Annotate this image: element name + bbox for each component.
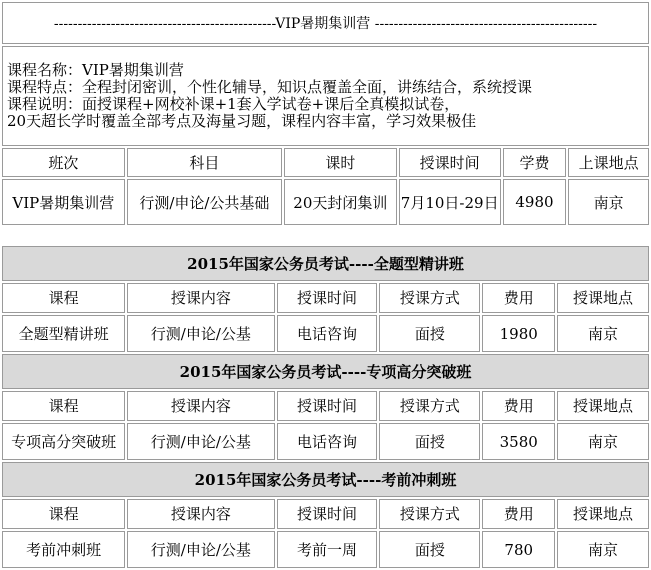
cell-location: 南京	[568, 179, 649, 225]
vip-title: -----------------------------------------------VIP暑期集训营 -----------------------------------------------	[2, 2, 649, 44]
col-header-method: 授课方式	[379, 499, 480, 530]
col-header-class: 班次	[2, 148, 125, 177]
cell-time: 7月10日-29日	[399, 179, 501, 225]
table-row	[2, 179, 649, 225]
cell-fee: 3580	[482, 423, 555, 460]
col-header-location: 授课地点	[557, 499, 649, 530]
col-header-fee: 费用	[482, 499, 555, 530]
cell-method: 面授	[379, 531, 480, 568]
col-header-course: 课程	[2, 391, 125, 422]
section-title-row	[2, 462, 649, 497]
cell-course: 考前冲刺班	[2, 531, 125, 568]
cell-class: VIP暑期集训营	[2, 179, 125, 225]
course-name-line: 课程名称：VIP暑期集训营	[7, 61, 184, 79]
vip-description	[2, 46, 649, 146]
vip-header-row	[2, 148, 649, 177]
section-header-row	[2, 391, 649, 422]
col-header-time: 授课时间	[399, 148, 501, 177]
col-header-method: 授课方式	[379, 391, 480, 422]
cell-method: 面授	[379, 423, 480, 460]
col-header-fee: 费用	[482, 391, 555, 422]
cell-subject: 行测/申论/公共基础	[127, 179, 282, 225]
section-title: 2015年国家公务员考试----全题型精讲班	[2, 246, 649, 281]
col-header-time: 授课时间	[277, 499, 378, 530]
cell-fee: 780	[482, 531, 555, 568]
vip-course-table	[0, 0, 651, 227]
cell-course: 全题型精讲班	[2, 315, 125, 352]
table-row	[2, 531, 649, 568]
col-header-time: 授课时间	[277, 283, 378, 314]
col-header-course: 课程	[2, 283, 125, 314]
cell-hours: 20天封闭集训	[284, 179, 396, 225]
cell-location: 南京	[557, 531, 649, 568]
col-header-location: 上课地点	[568, 148, 649, 177]
cell-location: 南京	[557, 423, 649, 460]
col-header-content: 授课内容	[127, 499, 274, 530]
col-header-location: 授课地点	[557, 283, 649, 314]
section-title-row	[2, 354, 649, 389]
cell-fee: 1980	[482, 315, 555, 352]
section-header-row	[2, 283, 649, 314]
exam-course-table	[0, 244, 651, 570]
cell-course: 专项高分突破班	[2, 423, 125, 460]
cell-time: 电话咨询	[277, 423, 378, 460]
cell-content: 行测/申论/公基	[127, 531, 274, 568]
cell-location: 南京	[557, 315, 649, 352]
table-row	[2, 315, 649, 352]
col-header-fee: 学费	[503, 148, 566, 177]
cell-content: 行测/申论/公基	[127, 315, 274, 352]
cell-method: 面授	[379, 315, 480, 352]
cell-time: 电话咨询	[277, 315, 378, 352]
section-title-row	[2, 246, 649, 281]
col-header-location: 授课地点	[557, 391, 649, 422]
col-header-course: 课程	[2, 499, 125, 530]
col-header-subject: 科目	[127, 148, 282, 177]
cell-content: 行测/申论/公基	[127, 423, 274, 460]
col-header-time: 授课时间	[277, 391, 378, 422]
section-header-row	[2, 499, 649, 530]
col-header-hours: 课时	[284, 148, 396, 177]
col-header-method: 授课方式	[379, 283, 480, 314]
course-features-line: 课程特点：全程封闭密训，个性化辅导，知识点覆盖全面，讲练结合，系统授课	[7, 78, 533, 96]
cell-time: 考前一周	[277, 531, 378, 568]
col-header-fee: 费用	[482, 283, 555, 314]
section-title: 2015年国家公务员考试----考前冲刺班	[2, 462, 649, 497]
course-notes-line: 课程说明：面授课程+网校补课+1套入学试卷+课后全真模拟试卷，	[7, 95, 460, 113]
course-notes-line-2: 20天超长学时覆盖全部考点及海量习题，课程内容丰富，学习效果极佳	[7, 112, 477, 130]
cell-fee: 4980	[503, 179, 566, 225]
table-row	[2, 423, 649, 460]
col-header-content: 授课内容	[127, 283, 274, 314]
section-title: 2015年国家公务员考试----专项高分突破班	[2, 354, 649, 389]
col-header-content: 授课内容	[127, 391, 274, 422]
